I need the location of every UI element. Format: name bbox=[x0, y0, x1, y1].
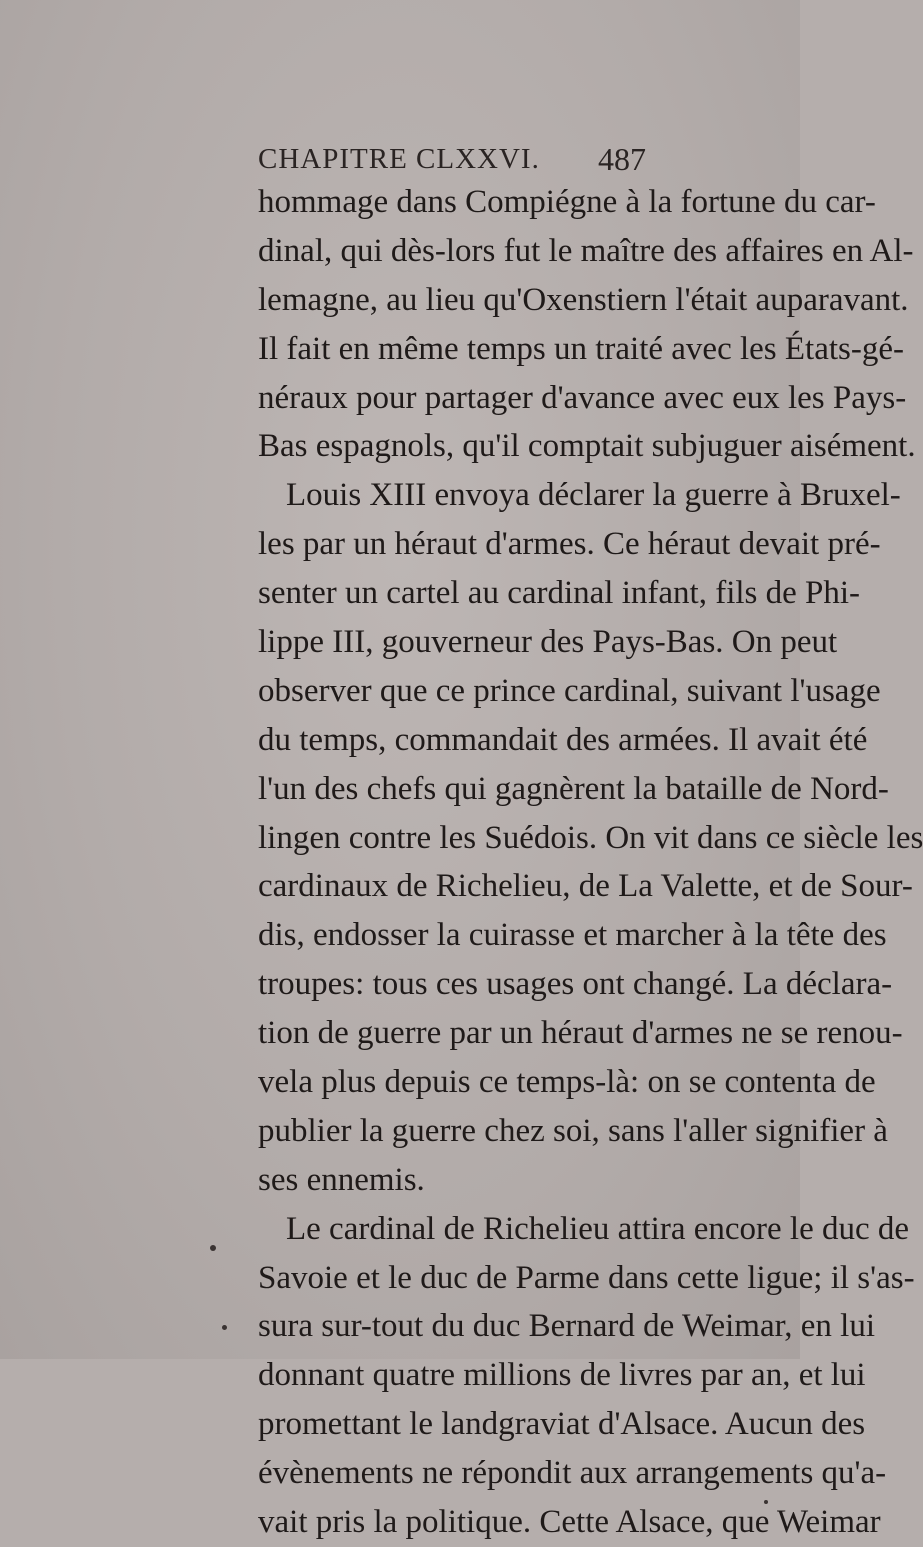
text-line: Bas espagnols, qu'il comptait subjuguer aisément. bbox=[258, 428, 916, 465]
text-line: lemagne, au lieu qu'Oxenstiern l'était auparavant. bbox=[258, 281, 909, 318]
text-line: dinal, qui dès-lors fut le maître des affaires en Al- bbox=[258, 232, 914, 269]
text-line: Il fait en même temps un traité avec les États-gé- bbox=[258, 330, 904, 367]
chapter-title: CHAPITRE CLXXVI. bbox=[258, 143, 540, 175]
ink-speck bbox=[222, 1325, 227, 1330]
text-line: senter un cartel au cardinal infant, fils de Phi- bbox=[258, 575, 861, 612]
text-line: hommage dans Compiégne à la fortune du car- bbox=[258, 184, 876, 220]
text-line: vela plus depuis ce temps-là: on se contenta de bbox=[258, 1064, 876, 1101]
ink-speck bbox=[764, 1500, 768, 1504]
text-line: les par un héraut d'armes. Ce héraut devait pré- bbox=[258, 526, 881, 563]
text-line: sura sur-tout du duc Bernard de Weimar, en lui bbox=[258, 1308, 875, 1345]
text-line: tion de guerre par un héraut d'armes ne se renou- bbox=[258, 1015, 903, 1052]
text-line: Savoie et le duc de Parme dans cette ligue; il s'as- bbox=[258, 1259, 915, 1296]
body-text bbox=[258, 178, 923, 1547]
text-line: publier la guerre chez soi, sans l'aller signifier à bbox=[258, 1112, 888, 1149]
text-line: lingen contre les Suédois. On vit dans ce siècle les bbox=[258, 819, 923, 856]
text-line: évènements ne répondit aux arrangements qu'a- bbox=[258, 1455, 887, 1492]
text-line: observer que ce prince cardinal, suivant l'usage bbox=[258, 672, 881, 709]
text-line: Le cardinal de Richelieu attira encore le duc de bbox=[286, 1210, 910, 1247]
text-line: cardinaux de Richelieu, de La Valette, et de Sour- bbox=[258, 868, 913, 905]
text-line: du temps, commandait des armées. Il avait été bbox=[258, 721, 868, 758]
text-line: donnant quatre millions de livres par an, et lui bbox=[258, 1357, 866, 1394]
text-line: néraux pour partager d'avance avec eux les Pays- bbox=[258, 379, 907, 416]
text-line: ses ennemis. bbox=[258, 1161, 425, 1198]
text-line: dis, endosser la cuirasse et marcher à la tête des bbox=[258, 917, 887, 954]
running-header bbox=[258, 143, 658, 183]
text-line: lippe III, gouverneur des Pays-Bas. On peut bbox=[258, 624, 838, 661]
text-line: troupes: tous ces usages ont changé. La déclara- bbox=[258, 966, 893, 1003]
text-line: l'un des chefs qui gagnèrent la bataille de Nord- bbox=[258, 770, 889, 807]
text-line: vait pris la politique. Cette Alsace, que Weimar bbox=[258, 1504, 881, 1541]
ink-speck bbox=[210, 1245, 216, 1251]
text-line: Louis XIII envoya déclarer la guerre à Bruxel- bbox=[286, 477, 901, 514]
page-number: 487 bbox=[598, 141, 646, 177]
text-line: promettant le landgraviat d'Alsace. Aucun des bbox=[258, 1406, 866, 1443]
